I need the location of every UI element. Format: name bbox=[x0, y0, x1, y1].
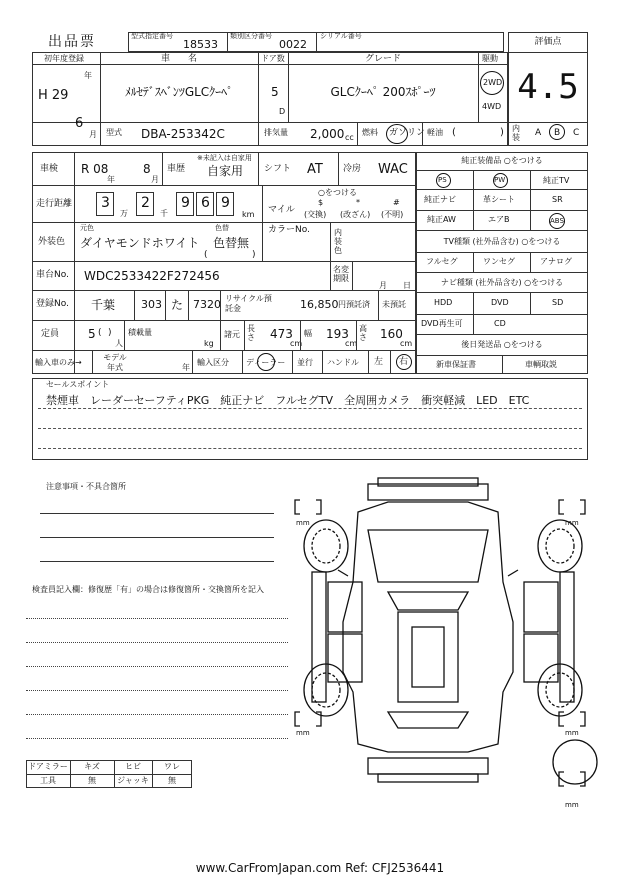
chassis-value: WDC2533422F272456 bbox=[84, 269, 220, 283]
mm-front-right: mm bbox=[565, 519, 579, 527]
tv-oneseg: ワンセグ bbox=[483, 257, 515, 266]
color-change: 色替無 bbox=[213, 236, 250, 250]
roof bbox=[398, 612, 458, 702]
equip-navi: 純正ナビ bbox=[424, 195, 456, 204]
rating-label: 評価点 bbox=[534, 37, 562, 47]
shift-label: シフト bbox=[264, 164, 292, 174]
year-unit: 年 bbox=[84, 71, 92, 80]
doors-label: ドア数 bbox=[261, 54, 285, 63]
tamper-symbol: * bbox=[356, 198, 360, 207]
inspection-month-unit: 月 bbox=[151, 175, 159, 184]
name-change-month: 月 bbox=[379, 281, 387, 290]
mileage-digit-2: 2 bbox=[141, 195, 150, 211]
equip-leather: 革シート bbox=[483, 195, 515, 204]
unknown-label: (不明) bbox=[381, 210, 404, 219]
reg-kana: た bbox=[171, 298, 184, 312]
fuel-value: ガソリン bbox=[389, 128, 426, 138]
doors-value: 5 bbox=[271, 85, 279, 99]
recycle-amount: 16,850 bbox=[300, 298, 339, 311]
width-value: 193 bbox=[326, 327, 349, 341]
doors-suffix: D bbox=[279, 107, 286, 116]
sales-text: 禁煙車 レーダーセーフティPKG 純正ナビ フルセグTV 全周囲カメラ 衝突軽減 LED ETC bbox=[46, 394, 530, 407]
capacity-paren-open: ( bbox=[98, 328, 102, 338]
docs-manual: 車輌取説 bbox=[525, 360, 557, 369]
navi-dvd-player: DVD再生可 bbox=[421, 319, 463, 328]
import-type-label: 輸入区分 bbox=[197, 358, 229, 367]
docs-title: 後日発送品 ○をつける bbox=[461, 340, 543, 349]
interior-b: B bbox=[554, 128, 561, 138]
tire-front-right bbox=[538, 520, 582, 572]
equip-tv: 純正TV bbox=[543, 176, 570, 185]
usage-label: 車歴 bbox=[167, 164, 186, 174]
type-value: DBA-253342C bbox=[141, 127, 225, 141]
inspection-era: R 08 bbox=[81, 162, 109, 176]
mileage-digit-4: 6 bbox=[201, 195, 210, 211]
inspection-year-unit: 年 bbox=[107, 175, 115, 184]
equip-sr: SR bbox=[552, 195, 563, 204]
equipment-title: 純正装備品 ○をつける bbox=[461, 156, 543, 165]
tire-bracket-rear-right bbox=[559, 712, 585, 726]
model-code-label: 型式指定番号 bbox=[131, 32, 173, 40]
load-label: 積載量 bbox=[128, 328, 152, 337]
legend-crack: ヒビ bbox=[125, 762, 141, 771]
oil-paren-close: ) bbox=[500, 127, 504, 138]
legend-jack-value: 無 bbox=[168, 776, 176, 785]
import-dealer: ディーラー bbox=[246, 358, 286, 367]
handle-right: 右 bbox=[399, 357, 409, 367]
color-no-label: カラーNo. bbox=[268, 225, 310, 235]
left-front-door bbox=[328, 582, 362, 632]
car-name-label: 車 名 bbox=[160, 54, 197, 64]
width-unit: cm bbox=[345, 339, 358, 348]
inspector-note: 検査員記入欄：修復歴「有」の場合は修復箇所・交換箇所を記入 bbox=[32, 585, 264, 594]
category-code: 0022 bbox=[279, 38, 307, 51]
recycle-suffix: 円預託済 bbox=[338, 300, 370, 309]
spare-tire bbox=[553, 740, 597, 784]
first-reg-month: 6 bbox=[75, 116, 84, 131]
legend-scratch: キズ bbox=[84, 762, 100, 771]
model-year-label: モデル年式 bbox=[103, 353, 127, 372]
car-name: ﾒﾙｾﾃﾞｽﾍﾞﾝﾂGLCｸｰﾍﾟ bbox=[124, 85, 234, 99]
mileage-digit-1: 3 bbox=[101, 195, 110, 211]
equip-pw: PW bbox=[494, 176, 506, 184]
name-change-label: 名変期限 bbox=[333, 265, 349, 283]
recycle-label: リサイクル預託金 bbox=[225, 294, 272, 313]
inspection-label: 車検 bbox=[40, 164, 59, 174]
legend-jack: ジャッキ bbox=[117, 776, 149, 785]
navi-title: ナビ種類 (社外品含む) ○をつける bbox=[440, 278, 564, 287]
oil-label: 軽油 bbox=[427, 128, 443, 137]
mileage-label: 走行距離 bbox=[36, 199, 73, 209]
mm-front-left: mm bbox=[296, 519, 310, 527]
grade-value: GLCｸｰﾍﾟ 200ｽﾎﾟｰﾂ bbox=[330, 85, 436, 99]
interior-a: A bbox=[535, 128, 542, 138]
shift-value: AT bbox=[307, 162, 323, 177]
notes-title: 注意事項・不具合箇所 bbox=[46, 482, 126, 491]
handle-left: 左 bbox=[374, 357, 384, 367]
inspection-month: 8 bbox=[143, 162, 151, 176]
mileage-circle-note: ○をつける bbox=[318, 188, 357, 197]
grade-label: グレード bbox=[364, 54, 401, 64]
sheet-title: 出品票 bbox=[48, 34, 96, 50]
equip-aw: 純正AW bbox=[427, 215, 456, 224]
orig-color-label: 元色 bbox=[80, 224, 94, 232]
mileage-unit-man: 万 bbox=[120, 209, 128, 218]
navi-sd: SD bbox=[552, 298, 564, 307]
mm-spare: mm bbox=[565, 801, 579, 809]
registration-label: 登録No. bbox=[36, 299, 69, 309]
load-unit: kg bbox=[204, 339, 214, 348]
chassis-label: 車台No. bbox=[36, 270, 69, 280]
mm-rear-left: mm bbox=[296, 729, 310, 737]
navi-cd: CD bbox=[494, 319, 506, 328]
height-unit: cm bbox=[400, 339, 413, 348]
disp-label: 排気量 bbox=[264, 128, 288, 137]
handle-label: ハンドル bbox=[327, 358, 359, 367]
equip-airbag: エアB bbox=[488, 215, 510, 224]
first-reg-label: 初年度登録 bbox=[44, 54, 84, 63]
interior-c: C bbox=[573, 128, 580, 138]
model-year-unit: 年 bbox=[182, 363, 190, 372]
interior-color-label: 内装色 bbox=[334, 228, 342, 255]
equip-abs: ABS bbox=[550, 217, 564, 225]
height-label: 高さ bbox=[359, 324, 367, 342]
model-code: 18533 bbox=[183, 38, 218, 51]
reg-number: 7320 bbox=[193, 298, 221, 311]
tire-bracket-front-left bbox=[295, 500, 321, 514]
right-side-sill bbox=[560, 572, 574, 702]
interior-box bbox=[508, 122, 588, 146]
drive-2wd: 2WD bbox=[483, 78, 503, 87]
right-front-door bbox=[524, 582, 558, 632]
color-paren-open: ( bbox=[204, 250, 208, 260]
sales-label: セールスポイント bbox=[46, 380, 110, 389]
serial-label: シリアル番号 bbox=[320, 32, 362, 40]
usage-value: 自家用 bbox=[207, 164, 244, 178]
legend-tools: 工具 bbox=[40, 776, 56, 785]
tv-analog: アナログ bbox=[540, 257, 572, 266]
mileage-unit-km: km bbox=[242, 210, 255, 219]
legend-break: ワレ bbox=[164, 762, 180, 771]
capacity-label: 定員 bbox=[41, 329, 60, 339]
tire-bracket-front-right bbox=[559, 500, 585, 514]
tamper-label: (改ざん) bbox=[340, 210, 371, 219]
disp-unit: cc bbox=[345, 133, 354, 142]
navi-dvd: DVD bbox=[491, 298, 509, 307]
mileage-unit-sen: 千 bbox=[160, 209, 168, 218]
legend-door-mirror: ドアミラー bbox=[28, 762, 68, 771]
ac-label: 冷房 bbox=[343, 164, 362, 174]
mileage-mile: マイル bbox=[268, 205, 295, 215]
rating-value: 4.5 bbox=[517, 67, 579, 107]
reg-prefecture: 千葉 bbox=[91, 298, 116, 312]
recycle-unpaid: 未預託 bbox=[382, 300, 406, 309]
length-unit: cm bbox=[290, 339, 303, 348]
mileage-digit-5: 9 bbox=[221, 195, 230, 211]
car-inspection-diagram bbox=[288, 472, 598, 812]
oil-paren-open: ( bbox=[452, 127, 456, 138]
swap-symbol: $ bbox=[318, 198, 324, 207]
fuel-label: 燃料 bbox=[362, 128, 378, 137]
category-label: 類別区分番号 bbox=[230, 32, 272, 40]
height-value: 160 bbox=[380, 327, 403, 341]
capacity-unit: 人 bbox=[115, 339, 123, 348]
month-unit: 月 bbox=[89, 130, 97, 139]
docs-warranty: 新車保証書 bbox=[436, 360, 476, 369]
hood bbox=[368, 530, 488, 582]
dims-label: 諸元 bbox=[224, 330, 240, 339]
tire-front-left bbox=[304, 520, 348, 572]
name-change-day: 日 bbox=[403, 281, 411, 290]
length-label: 長さ bbox=[247, 324, 255, 342]
mileage-digit-3: 9 bbox=[181, 195, 190, 211]
legend-tools-value: 無 bbox=[88, 776, 96, 785]
length-value: 473 bbox=[270, 327, 293, 341]
equip-ps: PS bbox=[438, 176, 447, 184]
width-label: 幅 bbox=[304, 329, 312, 338]
rear-window bbox=[388, 712, 468, 728]
tv-title: TV種類 (社外品含む) ○をつける bbox=[443, 237, 561, 246]
tv-fullseg: フルセグ bbox=[426, 257, 458, 266]
color-paren-close: ) bbox=[252, 250, 256, 260]
capacity-paren-close: ) bbox=[108, 328, 112, 338]
footer-ref: www.CarFromJapan.com Ref: CFJ2536441 bbox=[195, 861, 445, 875]
swap-label: (交換) bbox=[304, 210, 327, 219]
usage-note: ※未記入は自家用 bbox=[197, 154, 252, 162]
mm-rear-right: mm bbox=[565, 729, 579, 737]
reg-class: 303 bbox=[141, 298, 162, 311]
capacity-value: 5 bbox=[88, 327, 96, 341]
rear-bumper bbox=[368, 758, 488, 774]
drive-label: 駆動 bbox=[482, 54, 498, 63]
import-parallel: 並行 bbox=[297, 358, 313, 367]
unknown-symbol: # bbox=[393, 198, 400, 207]
color-label: 外装色 bbox=[38, 237, 66, 247]
ac-value: WAC bbox=[378, 162, 408, 177]
type-label: 型式 bbox=[106, 128, 122, 137]
interior-label: 内装 bbox=[512, 124, 520, 142]
first-reg-year: H 29 bbox=[38, 88, 69, 103]
color-change-label: 色替 bbox=[215, 224, 229, 232]
orig-color: ダイヤモンドホワイト bbox=[80, 236, 200, 250]
import-label: 輸入車のみ→ bbox=[35, 358, 82, 367]
disp-value: 2,000 bbox=[310, 127, 345, 141]
drive-4wd: 4WD bbox=[482, 102, 502, 111]
navi-hdd: HDD bbox=[434, 298, 453, 307]
windshield bbox=[388, 592, 468, 610]
